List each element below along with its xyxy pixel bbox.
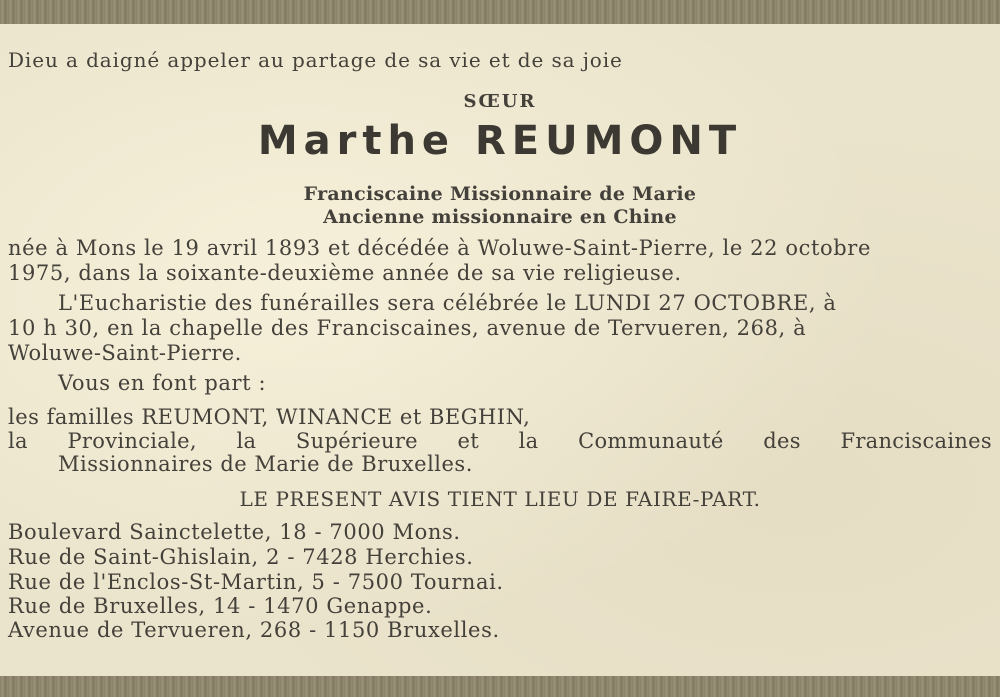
bio-line-2: 1975, dans la soixante-deuxième année de sa vie religieuse.	[8, 261, 682, 285]
funeral-line-1: L'Eucharistie des funérailles sera célébrée le LUNDI 27 OCTOBRE, à	[58, 291, 837, 315]
address-line: Rue de l'Enclos-St-Martin, 5 - 7500 Tournai.	[8, 570, 504, 594]
address-line: Boulevard Sainctelette, 18 - 7000 Mons.	[8, 520, 461, 544]
intro-line: Dieu a daigné appeler au partage de sa vie et de sa joie	[8, 48, 623, 72]
community-line-1: la Provinciale, la Supérieure et la Communauté des Franciscaines	[8, 429, 992, 453]
families-line: les familles REUMONT, WINANCE et BEGHIN,	[8, 405, 531, 429]
top-border	[0, 0, 1000, 24]
funeral-line-2: 10 h 30, en la chapelle des Franciscaines, avenue de Tervueren, 268, à	[8, 316, 807, 340]
order-line-2: Ancienne missionnaire en Chine	[323, 206, 677, 228]
address-line: Rue de Saint-Ghislain, 2 - 7428 Herchies.	[8, 545, 474, 569]
community-line-2: Missionnaires de Marie de Bruxelles.	[58, 452, 473, 476]
address-line: Rue de Bruxelles, 14 - 1470 Genappe.	[8, 594, 433, 618]
notice-statement: LE PRESENT AVIS TIENT LIEU DE FAIRE-PART.	[239, 487, 761, 511]
title-prefix: SŒUR	[463, 91, 537, 112]
address-line: Avenue de Tervueren, 268 - 1150 Bruxelles.	[8, 618, 500, 642]
deceased-name: Marthe REUMONT	[257, 118, 743, 164]
order-line-1: Franciscaine Missionnaire de Marie	[303, 183, 697, 205]
bio-line-1: née à Mons le 19 avril 1893 et décédée à Woluwe-Saint-Pierre, le 22 octobre	[8, 236, 871, 260]
bottom-border	[0, 676, 1000, 697]
announcers-intro: Vous en font part :	[58, 371, 267, 395]
funeral-line-3: Woluwe-Saint-Pierre.	[8, 341, 242, 365]
